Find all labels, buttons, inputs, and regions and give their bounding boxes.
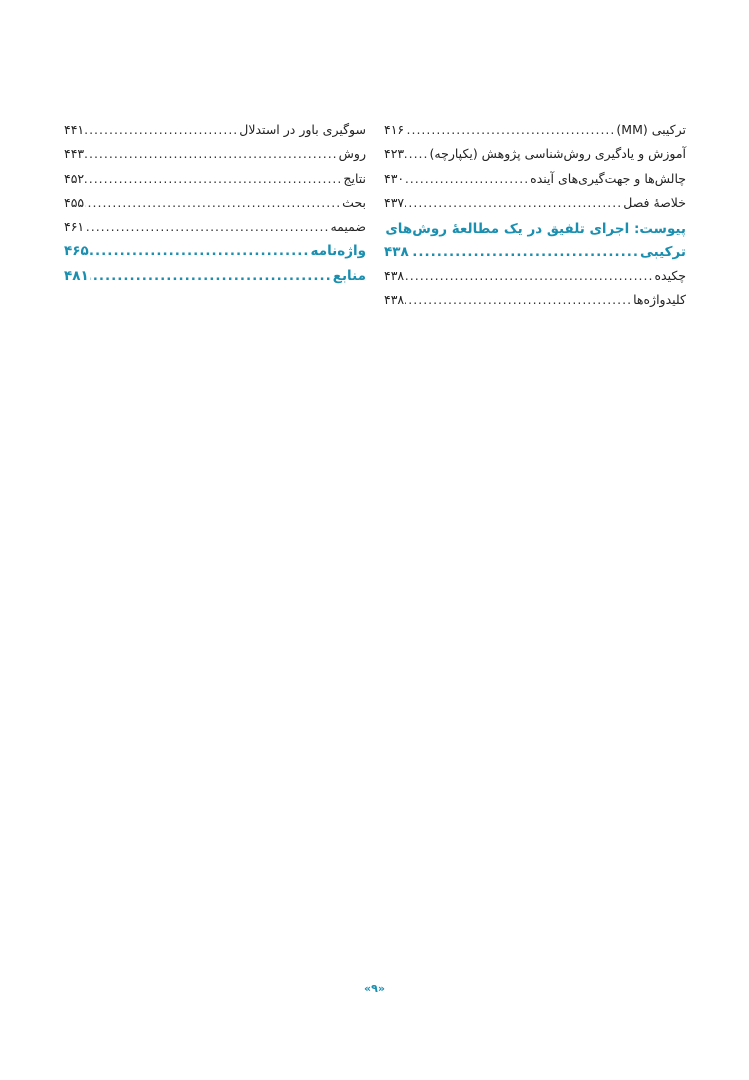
toc-entry[interactable] <box>384 146 686 162</box>
toc-entry-title: آموزش و یادگیری روش‌شناسی پژوهش (یکپارچه) <box>429 146 686 162</box>
leader-dots <box>90 243 310 259</box>
toc-entry-title: بحث <box>342 194 366 210</box>
toc-entry-title: ضمیمه <box>330 219 366 235</box>
leader-dots <box>405 268 653 284</box>
toc-entry-page: ۴۶۱ <box>64 219 85 235</box>
page-number: «۹» <box>364 982 385 995</box>
toc-entry-page: ۴۳۷ <box>384 194 405 210</box>
toc-entry-page: ۴۵۵ <box>64 194 85 210</box>
leader-dots <box>85 122 238 138</box>
toc-entry-title: منابع <box>332 267 366 284</box>
toc-entry-title: سوگیری باور در استدلال <box>239 122 366 137</box>
toc-entry[interactable] <box>64 122 366 138</box>
toc-entry-title: ترکیبی (MM) <box>616 122 686 137</box>
toc-column-left <box>64 122 366 292</box>
toc-entry[interactable] <box>384 122 686 138</box>
toc-entry-title: روش <box>338 146 366 162</box>
toc-entry-page: ۴۵۲ <box>64 170 85 186</box>
toc-entry-page: ۴۳۸ <box>384 243 409 260</box>
toc-entry[interactable] <box>64 219 366 235</box>
leader-dots <box>405 292 632 308</box>
toc-entry-page: ۴۱۶ <box>384 122 405 137</box>
toc-entry-title: خلاصهٔ فصل <box>623 194 686 210</box>
toc-entry-page: ۴۴۱ <box>64 122 85 137</box>
toc-entry-title: ترکیبی <box>640 243 686 260</box>
toc-section-entry[interactable] <box>64 268 366 284</box>
toc-entry-title: چالش‌ها و جهت‌گیری‌های آینده <box>530 170 686 186</box>
leader-dots <box>85 195 341 211</box>
toc-entry[interactable] <box>384 171 686 187</box>
leader-dots <box>405 195 622 211</box>
leader-dots <box>405 122 615 138</box>
toc-section-entry[interactable] <box>64 243 366 259</box>
toc-entry[interactable] <box>384 195 686 211</box>
leader-dots <box>90 268 332 284</box>
toc-entry[interactable] <box>64 171 366 187</box>
toc-entry-page: ۴۶۵ <box>64 243 89 260</box>
toc-entry[interactable] <box>64 146 366 162</box>
leader-dots <box>85 171 342 187</box>
toc-entry-title: کلیدواژه‌ها <box>633 292 686 308</box>
leader-dots <box>405 171 529 187</box>
toc-entry-page: ۴۳۸ <box>384 268 405 284</box>
toc-entry[interactable] <box>384 268 686 284</box>
toc-section-heading[interactable]: پیوست: اجرای تلفیق در یک مطالعهٔ روش‌های <box>385 220 686 237</box>
toc-entry-page: ۴۳۸ <box>384 292 405 308</box>
leader-dots <box>85 219 329 235</box>
toc-entry-page: ۴۸۱ <box>64 267 89 284</box>
toc-entry-title: نتایج <box>343 170 366 186</box>
toc-entry[interactable] <box>64 195 366 211</box>
leader-dots <box>405 146 428 162</box>
leader-dots <box>410 244 639 260</box>
toc-entry[interactable] <box>384 292 686 308</box>
toc-section-entry[interactable] <box>384 244 686 260</box>
toc-entry-page: ۴۳۰ <box>384 170 405 186</box>
toc-entry-page: ۴۲۳ <box>384 146 405 162</box>
toc-entry-title: واژه‌نامه <box>310 243 366 260</box>
toc-column-right <box>384 122 686 317</box>
leader-dots <box>85 146 338 162</box>
toc-entry-page: ۴۴۳ <box>64 146 85 162</box>
toc-entry-title: چکیده <box>654 268 686 284</box>
